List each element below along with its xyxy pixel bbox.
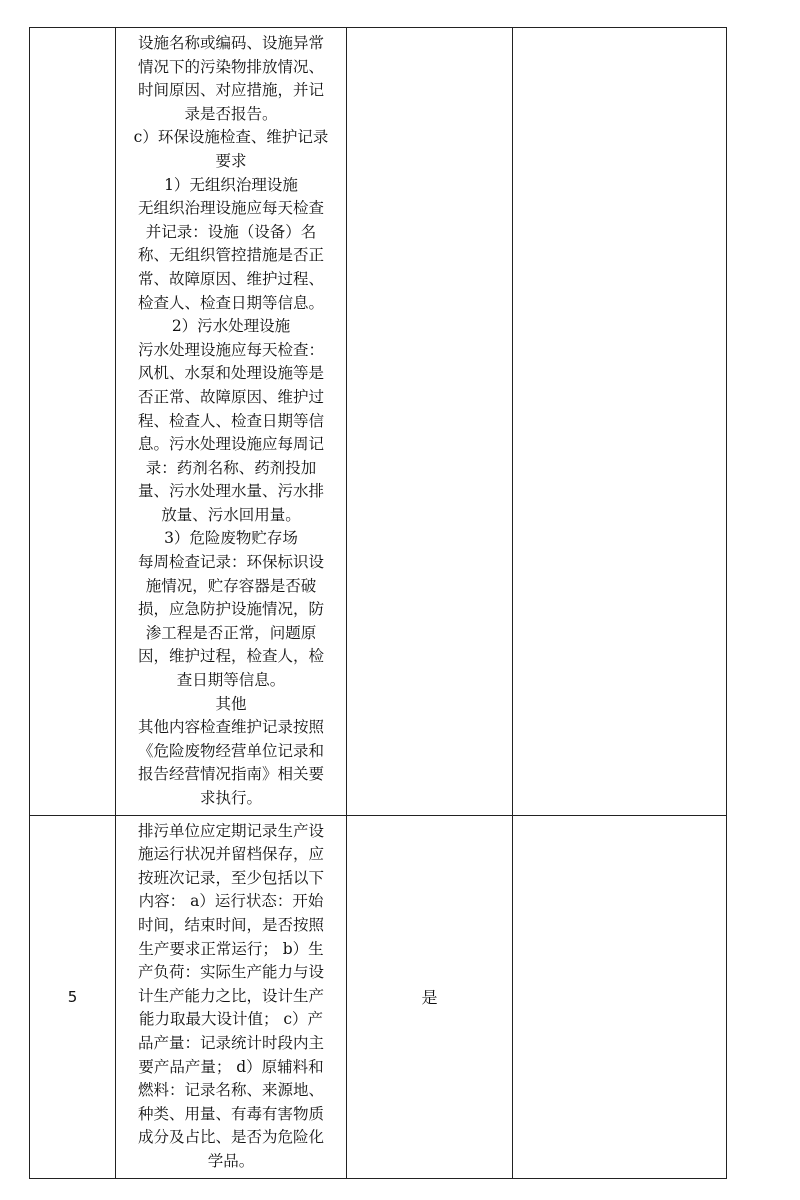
text-line: 种类、用量、有毒有害物质 [137,1104,324,1123]
text-line: 风机、水泵和处理设施等是 [137,364,324,383]
text-line: 其他内容检查维护记录按照 [137,718,324,737]
text-line: 学品。 [207,1151,255,1170]
text-line: 成分及占比、是否为危险化 [137,1128,324,1147]
requirement-text [116,816,346,1178]
text-line: 能力取最大设计值； c）产 [138,1010,324,1029]
text-line: 内容： a）运行状态：开始 [138,892,324,911]
text-line: 放量、污水回用量。 [161,505,301,524]
table-row [30,28,727,816]
text-line: 2）污水处理设施 [171,317,291,336]
text-line: 要产品产量； d）原辅料和 [138,1057,324,1076]
text-line: 《危险废物经营单位记录和 [137,741,324,760]
text-line: c）环保设施检查、维护记录 [133,128,329,147]
text-line: 施运行状况并留档保存，应 [137,845,324,864]
text-line: 常、故障原因、维护过程、 [137,269,324,288]
text-line: 产负荷：实际生产能力与设 [137,963,324,982]
text-line: 燃料：记录名称、来源地、 [137,1081,324,1100]
text-line: 施情况，贮存容器是否破 [145,576,317,595]
text-line: 录：药剂名称、药剂投加 [145,458,317,477]
text-line: 息。污水处理设施应每周记 [137,435,324,454]
answer-cell [347,28,513,816]
text-line: 生产要求正常运行； b）生 [138,939,324,958]
text-line: 3）危险废物贮存场 [164,529,298,548]
text-line: 称、无组织管控措施是否正 [137,246,324,265]
requirement-text [116,28,346,815]
inspection-table [29,27,727,1179]
text-line: 程、检查人、检查日期等信 [137,411,324,430]
requirement-cell [116,815,347,1178]
text-line: 要求 [215,151,247,170]
text-line: 量、污水处理水量、污水排 [137,482,324,501]
text-line: 其他 [215,694,247,713]
text-line: 检查人、检查日期等信息。 [137,293,324,312]
remark-cell [513,815,727,1178]
remark-cell [513,28,727,816]
text-line: 因，维护过程，检查人，检 [137,647,324,666]
text-line: 时间，结束时间，是否按照 [137,915,324,934]
text-line: 损，应急防护设施情况，防 [137,600,324,619]
table-row [30,815,727,1178]
text-line: 排污单位应定期记录生产设 [137,821,324,840]
text-line: 每周检查记录：环保标识设 [137,553,324,572]
text-line: 情况下的污染物排放情况、 [137,57,324,76]
text-line: 否正常、故障原因、维护过 [137,387,324,406]
text-line: 渗工程是否正常，问题原 [145,623,317,642]
row-number-cell: 5 [30,815,116,1178]
text-line: 按班次记录，至少包括以下 [137,868,324,887]
text-line: 1）无组织治理设施 [164,175,298,194]
row-number-cell [30,28,116,816]
text-line: 设施名称或编码、设施异常 [137,34,324,52]
requirement-cell [116,28,347,816]
text-line: 时间原因、对应措施，并记 [137,81,324,100]
text-line: 求执行。 [199,789,262,807]
text-line: 无组织治理设施应每天检查 [137,199,324,218]
text-line: 录是否报告。 [184,104,278,123]
text-line: 查日期等信息。 [176,671,286,690]
answer-cell: 是 [347,815,513,1178]
text-line: 品产量：记录统计时段内主 [137,1033,324,1052]
text-line: 并记录：设施（设备）名 [145,222,317,241]
text-line: 污水处理设施应每天检查： [137,340,324,359]
text-line: 报告经营情况指南》相关要 [137,765,324,784]
text-line: 计生产能力之比，设计生产 [137,986,324,1005]
